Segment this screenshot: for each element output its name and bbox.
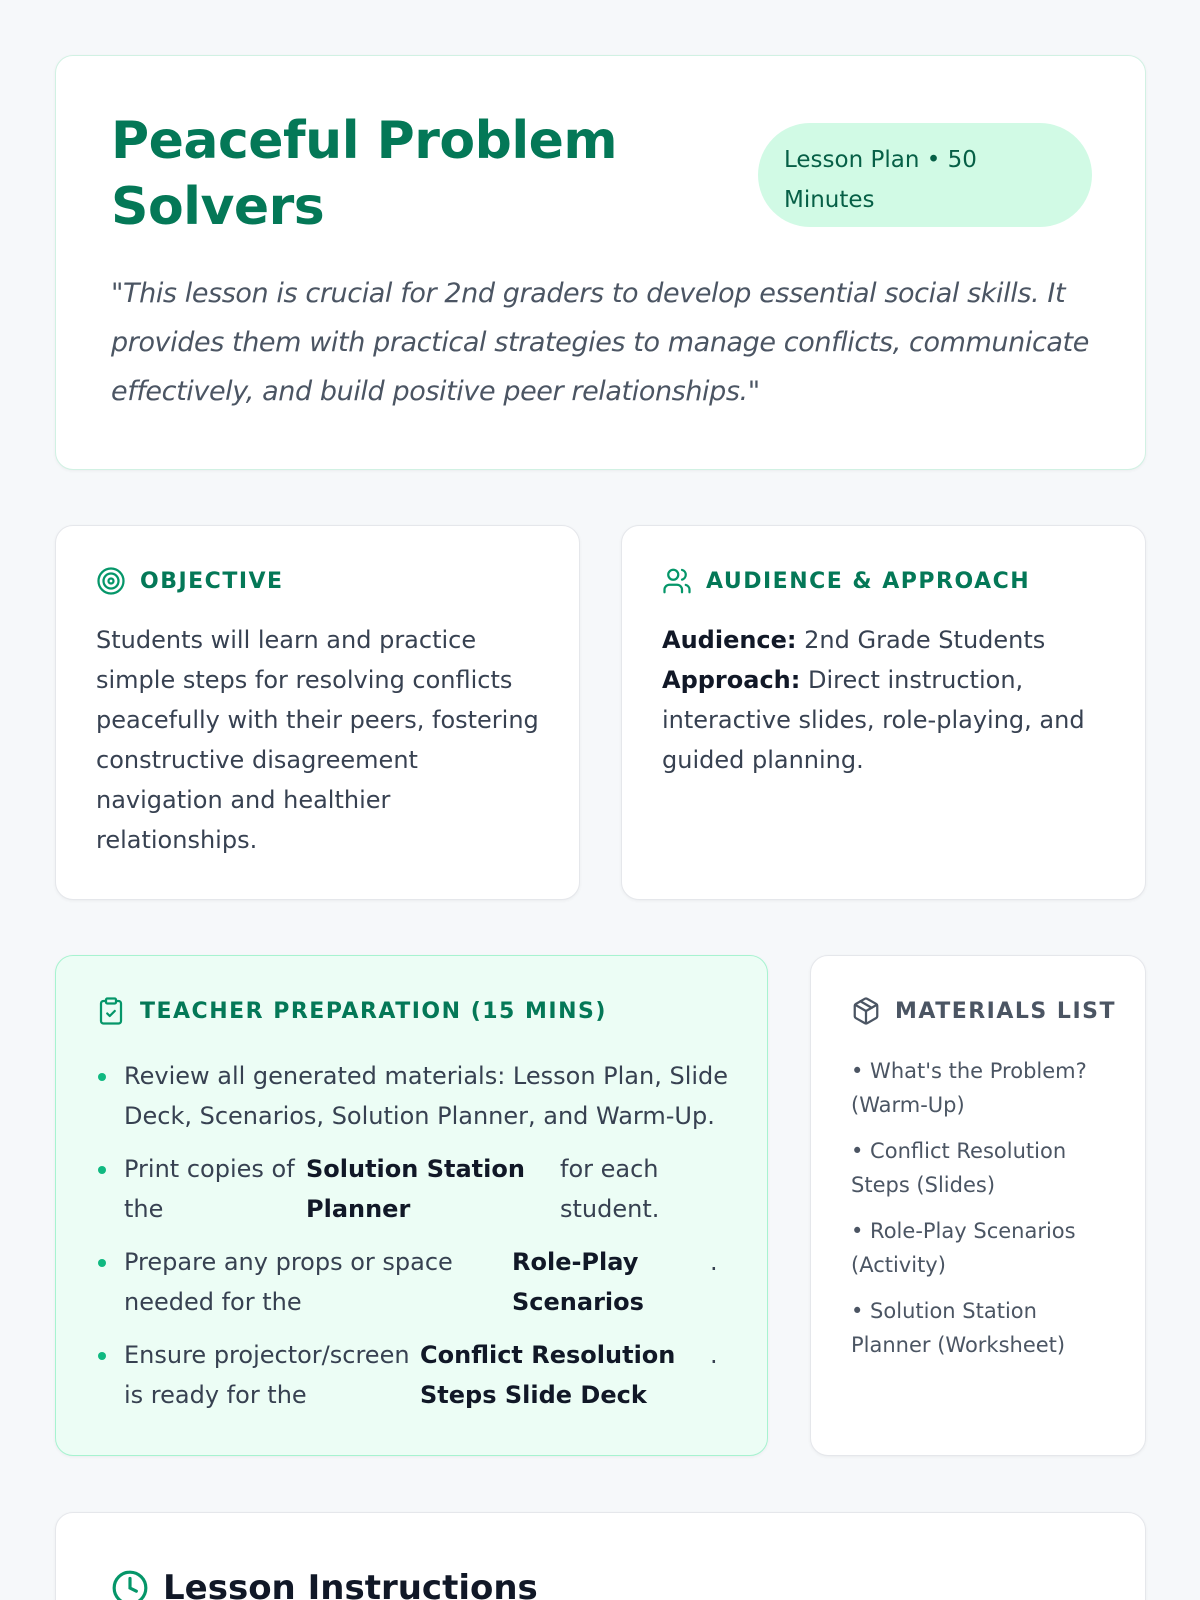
clock-icon [111,1569,149,1600]
audience-value: 2nd Grade Students [796,626,1046,654]
audience-card [621,525,1146,900]
prep-heading [96,996,607,1026]
objective-card [55,525,580,900]
page-title: Peaceful Problem Solvers [111,111,618,237]
approach-line [662,660,1112,780]
header-card [55,55,1146,470]
approach-value: Direct instruction, interactive slides, role-playing, and guided planning. [662,666,1085,774]
instructions-heading-label: Lesson Instructions [163,1568,538,1600]
prep-item-bold: Role-Play Scenarios [512,1248,644,1316]
materials-heading [851,996,1116,1026]
audience-heading-label: AUDIENCE & APPROACH [706,568,1031,594]
material-item: • Role-Play Scenarios (Activity) [851,1219,1076,1277]
clipboard-check-icon [96,996,126,1026]
prep-item-text: Prepare any props or space needed for the [124,1248,453,1316]
prep-item [96,1149,736,1229]
prep-item [96,1056,736,1136]
materials-card [810,955,1146,1456]
audience-text [662,620,1112,780]
prep-item [96,1335,736,1415]
lesson-badge: Lesson Plan • 50 Minutes [758,123,1092,227]
objective-text: Students will learn and practice simple steps for resolving conflicts peacefully with their peers, fostering constructive disagreement navigation and healthier relationships. [96,626,539,854]
audience-heading [662,566,1030,596]
prep-item-bold: Solution Station Planner [306,1155,525,1223]
lesson-quote: "This lesson is crucial for 2nd graders to develop essential social skills. It provides them with practical strategies to manage conflicts, communicate effectively, and build positive peer relationships." [111,278,1089,407]
prep-item-text: . [710,1248,718,1276]
material-item: • Solution Station Planner (Worksheet) [851,1299,1066,1357]
prep-item-text: Review all generated materials: Lesson Plan, Slide Deck, Scenarios, Solution Planner, and Warm-Up. [124,1062,729,1130]
prep-heading-label: TEACHER PREPARATION (15 MINS) [140,998,607,1024]
prep-list [96,1056,736,1428]
prep-item-text: Print copies of the [124,1155,295,1223]
prep-item-text: . [710,1341,718,1369]
bullet-icon [98,1352,106,1360]
materials-heading-label: MATERIALS LIST [895,998,1116,1024]
instructions-card [55,1512,1146,1600]
teacher-prep-card [55,955,768,1456]
prep-item-bold: Conflict Resolution Steps Slide Deck [420,1341,676,1409]
audience-line [662,620,1112,660]
bullet-icon [98,1073,106,1081]
users-icon [662,566,692,596]
prep-item [96,1242,736,1322]
objective-heading-label: OBJECTIVE [140,568,284,594]
instructions-heading [111,1568,538,1600]
bullet-icon [98,1259,106,1267]
audience-label: Audience: [662,626,797,654]
bullet-icon [98,1166,106,1174]
package-icon [851,996,881,1026]
material-item: • Conflict Resolution Steps (Slides) [851,1139,1067,1197]
objective-heading [96,566,284,596]
prep-item-text: Ensure projector/screen is ready for the [124,1341,410,1409]
approach-label: Approach: [662,666,801,694]
target-icon [96,566,126,596]
materials-list [851,1054,1111,1374]
prep-item-text: for each student. [560,1155,660,1223]
material-item: • What's the Problem? (Warm-Up) [851,1059,1087,1117]
